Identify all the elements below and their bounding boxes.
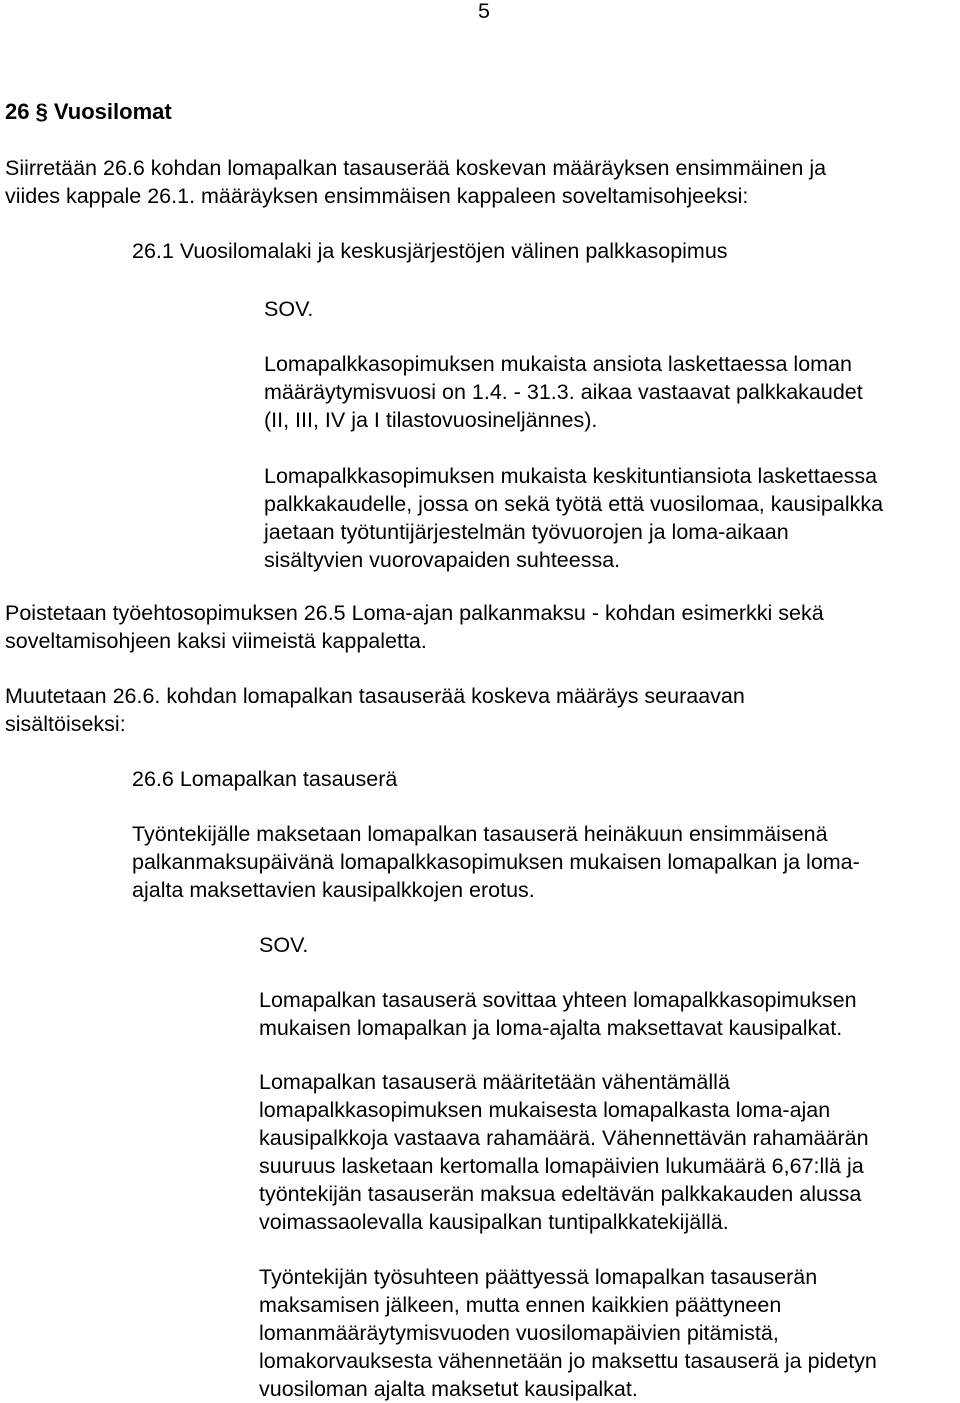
page-number: 5	[478, 0, 490, 23]
guidance-paragraph: Lomapalkan tasauserä määritetään vähentämällä lomapalkkasopimuksen mukaisesta lomapalkasta loma-ajan kausipalkkoja vastaava rahamäärä. Vähennettävän rahamäärän suuruus lasketaan kertomalla lomapäivien lukumäärä 6,67:llä ja työntekijän tasauserän maksua edeltävän palkkakauden alussa voimassaolevalla kausipalkan tuntipalkkatekijällä.	[259, 1070, 869, 1234]
remove-note: Poistetaan työehtosopimuksen 26.5 Loma-ajan palkanmaksu - kohdan esimerkki sekä soveltamisohjeen kaksi viimeistä kappaletta.	[5, 601, 824, 653]
sov-label: SOV.	[264, 297, 314, 321]
sov-label: SOV.	[259, 933, 309, 957]
guidance-paragraph: Työntekijän työsuhteen päättyessä lomapalkan tasauserän maksamisen jälkeen, mutta ennen kaikkien päättyneen lomanmääräytymisvuoden vuosilomapäivien pitämistä, lomakorvauksesta vähennetään jo maksettu tasauserä ja pidetyn vuosiloman ajalta maksetut kausipalkat.	[259, 1265, 877, 1401]
rule-paragraph: Työntekijälle maksetaan lomapalkan tasauserä heinäkuun ensimmäisenä palkanmaksupäivänä lomapalkkasopimuksen mukaisen lomapalkan ja loma- ajalta maksettavien kausipalkkojen erotus.	[132, 822, 860, 902]
subsection-heading-26-1: 26.1 Vuosilomalaki ja keskusjärjestöjen välinen palkkasopimus	[132, 239, 728, 263]
guidance-paragraph: Lomapalkkasopimuksen mukaista keskituntiansiota laskettaessa palkkakaudelle, jossa on sekä työtä että vuosilomaa, kausipalkka jaetaan työtuntijärjestelmän työvuorojen ja loma-aikaan sisältyvien vuorovapaiden suhteessa.	[264, 464, 884, 572]
guidance-paragraph: Lomapalkkasopimuksen mukaista ansiota laskettaessa loman määräytymisvuosi on 1.4. - 31.3. aikaa vastaavat palkkakaudet (II, III, IV ja I tilastovuosineljännes).	[264, 352, 863, 432]
guidance-paragraph: Lomapalkan tasauserä sovittaa yhteen lomapalkkasopimuksen mukaisen lomapalkan ja loma-ajalta maksettavat kausipalkat.	[259, 988, 857, 1040]
section-title: 26 § Vuosilomat	[5, 99, 172, 124]
change-note: Muutetaan 26.6. kohdan lomapalkan tasauserää koskeva määräys seuraavan sisältöiseksi:	[5, 684, 745, 736]
intro-paragraph: Siirretään 26.6 kohdan lomapalkan tasauserää koskevan määräyksen ensimmäinen ja viides kappale 26.1. määräyksen ensimmäisen kappaleen soveltamisohjeeksi:	[5, 156, 827, 208]
subsection-heading-26-6: 26.6 Lomapalkan tasauserä	[132, 767, 398, 791]
